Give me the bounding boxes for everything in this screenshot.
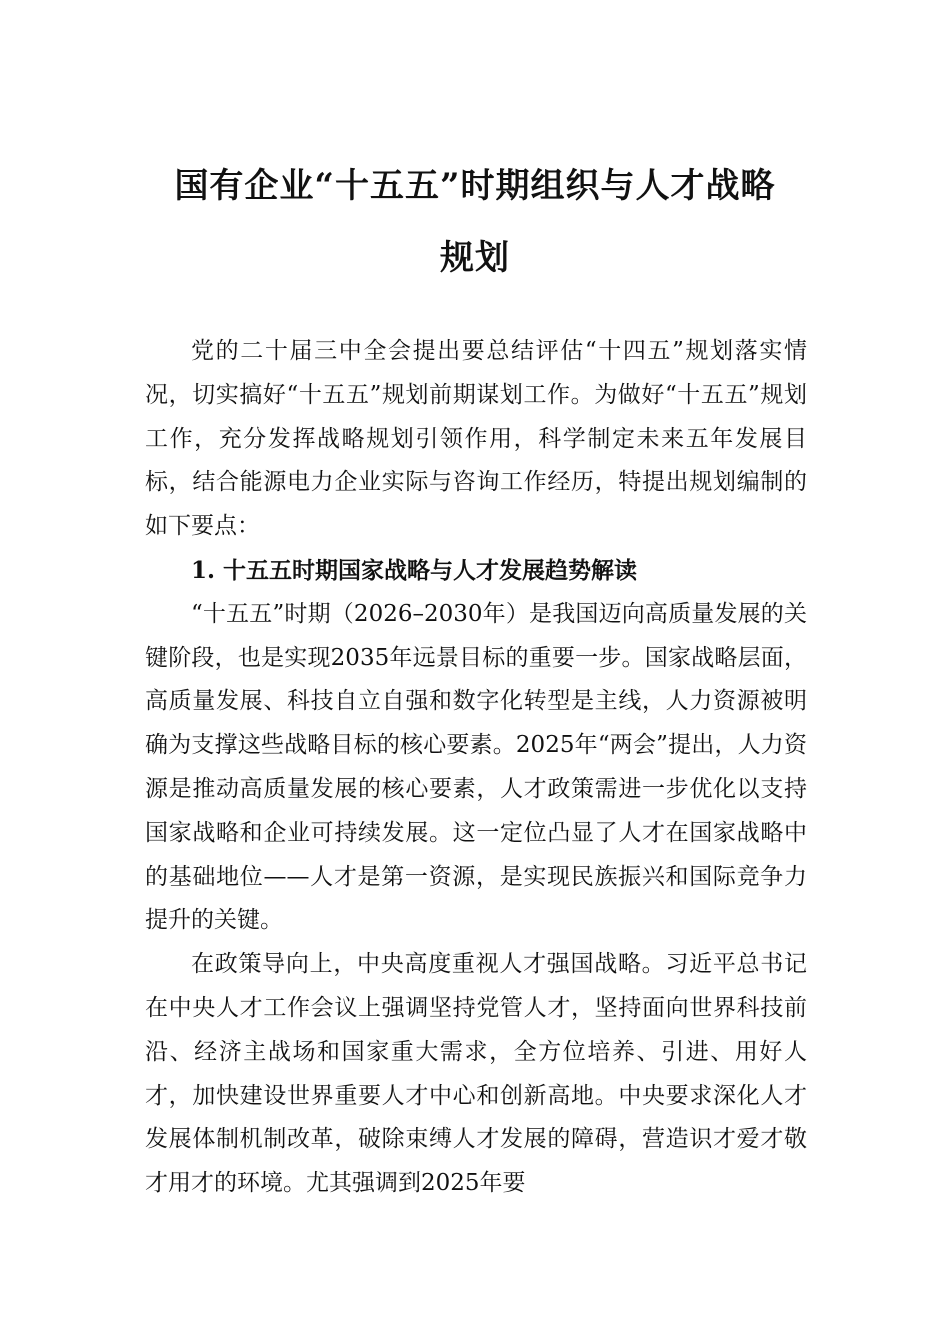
document-title-line-1: 国有企业“十五五”时期组织与人才战略 bbox=[174, 166, 776, 206]
body-paragraph-1: “十五五”时期（2026–2030年）是我国迈向高质量发展的关键阶段，也是实现2035年远景目标的重要一步。国家战略层面，高质量发展、科技自立自强和数字化转型是主线，人力资源被明确为支撑这些战略目标的核心要素。2025年“两会”提出，人力资源是推动高质量发展的核心要素，人才政策需进一步优化以支持国家战略和企业可持续发展。这一定位凸显了人才在国家战略中的基础地位——人才是第一资源，是实现民族振兴和国际竞争力提升的关键。 bbox=[145, 600, 807, 934]
intro-paragraph: 党的二十届三中全会提出要总结评估“十四五”规划落实情况，切实搞好“十五五”规划前期谋划工作。为做好“十五五”规划工作，充分发挥战略规划引领作用，科学制定未来五年发展目标，结合能源电力企业实际与咨询工作经历，特提出规划编制的如下要点： bbox=[145, 338, 807, 540]
document-title bbox=[130, 150, 820, 294]
document-body bbox=[145, 330, 807, 1206]
section-heading: 1. 十五五时期国家战略与人才发展趋势解读 bbox=[191, 556, 638, 584]
document-title-line-2: 规划 bbox=[440, 238, 510, 278]
body-paragraph-2: 在政策导向上，中央高度重视人才强国战略。习近平总书记在中央人才工作会议上强调坚持党管人才，坚持面向世界科技前沿、经济主战场和国家重大需求，全方位培养、引进、用好人才，加快建设世界重要人才中心和创新高地。中央要求深化人才发展体制机制改革，破除束缚人才发展的障碍，营造识才爱才敬才用才的环境。尤其强调到2025年要 bbox=[145, 951, 807, 1197]
